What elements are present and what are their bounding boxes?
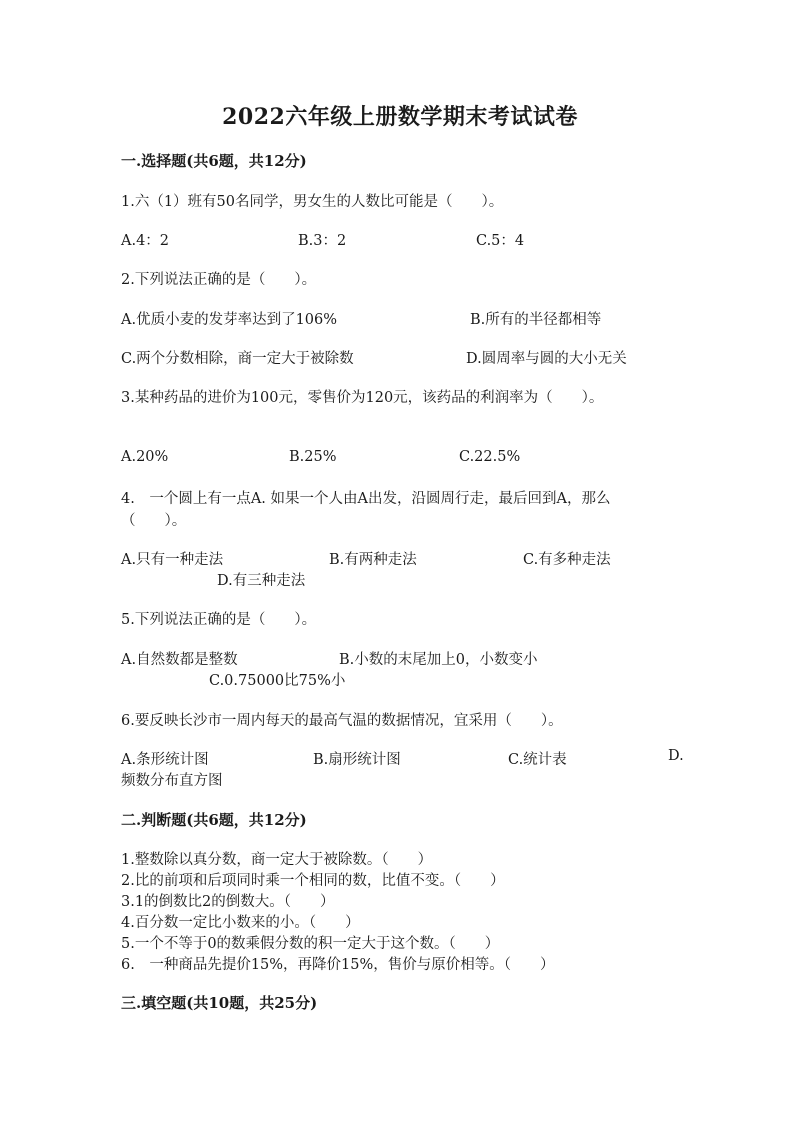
section-heading-judge: 二.判断题(共6题，共12分) [121,811,307,829]
question-2-option-a: A.优质小麦的发芽率达到了106% [121,312,338,328]
question-2-option-d: D.圆周率与圆的大小无关 [466,351,627,367]
question-5-option-b: B.小数的末尾加上0，小数变小 [339,652,538,668]
question-4-option-c: C.有多种走法 [523,552,611,568]
question-5-stem: 5.下列说法正确的是（ ）。 [121,612,317,628]
question-4-stem-line1: 4. 一个圆上有一点A. 如果一个人由A出发，沿圆周行走，最后回到A，那么 [121,491,611,507]
question-6-option-d: D. [668,748,684,764]
page-title: 2022六年级上册数学期末考试试卷 [222,104,578,130]
question-6-option-b: B.扇形统计图 [313,752,401,768]
judge-item-6: 6. 一种商品先提价15%，再降价15%，售价与原价相等。（ ） [121,957,555,973]
question-4-option-b: B.有两种走法 [329,552,417,568]
question-6-option-c: C.统计表 [508,752,567,768]
question-2-option-b: B.所有的半径都相等 [470,312,602,328]
judge-item-2: 2.比的前项和后项同时乘一个相同的数，比值不变。（ ） [121,873,505,889]
question-4-stem-line2: （ ）。 [121,513,187,529]
question-2-stem: 2.下列说法正确的是（ ）。 [121,272,317,288]
question-3-option-a: A.20% [121,449,169,465]
question-1-option-a: A.4：2 [121,233,170,249]
question-6-option-a: A.条形统计图 [121,752,209,768]
section-heading-choice: 一.选择题(共6题，共12分) [121,152,307,170]
section-heading-fill: 三.填空题(共10题，共25分) [121,994,318,1012]
question-3-option-c: C.22.5% [459,449,521,465]
question-1-option-b: B.3：2 [298,233,347,249]
question-5-option-c: C.0.75000比75%小 [209,673,346,689]
question-3-option-b: B.25% [289,449,337,465]
judge-item-3: 3.1的倒数比2的倒数大。（ ） [121,894,335,910]
question-4-option-d: D.有三种走法 [217,573,306,589]
question-5-option-a: A.自然数都是整数 [121,652,238,668]
question-1-option-c: C.5：4 [476,233,525,249]
judge-item-5: 5.一个不等于0的数乘假分数的积一定大于这个数。（ ） [121,936,500,952]
question-6-stem: 6.要反映长沙市一周内每天的最高气温的数据情况，宜采用（ ）。 [121,713,563,729]
question-1-stem: 1.六（1）班有50名同学，男女生的人数比可能是（ ）。 [121,194,504,210]
judge-item-1: 1.整数除以真分数，商一定大于被除数。（ ） [121,852,433,868]
question-3-stem: 3.某种药品的进价为100元，零售价为120元，该药品的利润率为（ ）。 [121,390,604,406]
question-6-option-d-text: 频数分布直方图 [121,773,223,789]
question-2-option-c: C.两个分数相除，商一定大于被除数 [121,351,354,367]
judge-item-4: 4.百分数一定比小数来的小。（ ） [121,915,360,931]
question-4-option-a: A.只有一种走法 [121,552,224,568]
